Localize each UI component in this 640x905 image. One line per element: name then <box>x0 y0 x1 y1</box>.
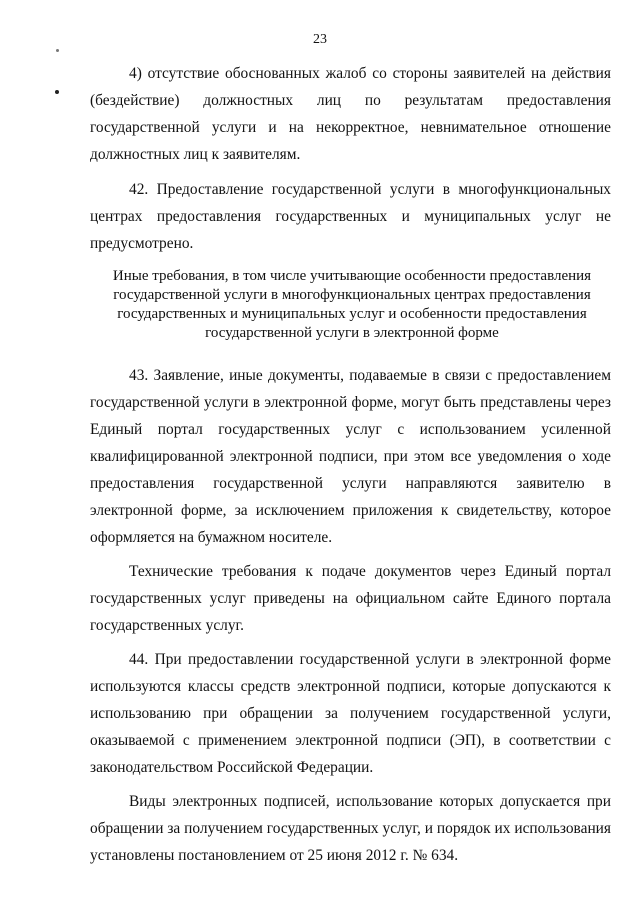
heading-line: Иные требования, в том числе учитывающие особенности предоставления <box>112 268 592 284</box>
text-block-bottom <box>90 362 611 869</box>
heading-line: государственной услуги в многофункциональных центрах предоставления <box>113 287 591 303</box>
paragraph-item-4: 4) отсутствие обоснованных жалоб со стороны заявителей на действия (бездействие) должностных лиц по результатам предоставления государственной услуги и на некорректное, невнимательное отношение должностных лиц к заявителям. <box>90 65 611 163</box>
paragraph-42: 42. Предоставление государственной услуги в многофункциональных центрах предоставления государственных и муниципальных услуг не предусмотрено. <box>90 181 611 252</box>
page-number: 23 <box>313 32 327 47</box>
section-heading <box>96 267 608 343</box>
paragraph-44: 44. При предоставлении государственной услуги в электронной форме используются классы средств электронной подписи, которые допускаются к использованию при обращении за получением государственной услуги, оказываемой с применением электронной подписи (ЭП), в соответствии с законодательством Российской Федерации. <box>90 651 611 776</box>
paragraph-signature-types: Виды электронных подписей, использование которых допускается при обращении за получением государственных услуг, и порядок их использования установлены постановлением от 25 июня 2012 г. № 634. <box>90 793 611 864</box>
heading-line: государственной услуги в электронной форме <box>205 325 499 341</box>
scan-speck-mark <box>56 49 59 52</box>
paragraph-43: 43. Заявление, иные документы, подаваемые в связи с предоставлением государственной услуги в электронной форме, могут быть представлены через Единый портал государственных услуг с использованием усиленной квалифицированной электронной подписи, при этом все уведомления о ходе предоставления государственной услуги направляются заявителю в электронной форме, за исключением приложения к свидетельству, которое оформляется на бумажном носителе. <box>90 367 611 546</box>
paragraph-technical-requirements: Технические требования к подаче документов через Единый портал государственных услуг приведены на официальном сайте Единого портала государственных услуг. <box>90 563 611 634</box>
heading-line: государственных и муниципальных услуг и особенности предоставления <box>117 306 587 322</box>
margin-dot-mark <box>55 90 59 94</box>
text-block-top <box>90 60 611 257</box>
